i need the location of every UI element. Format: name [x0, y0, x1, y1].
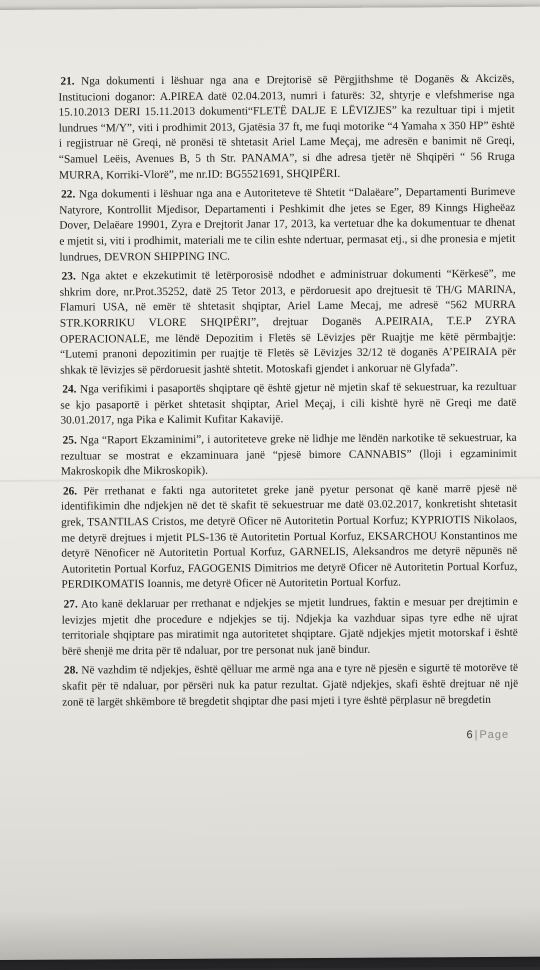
- paragraph-25: 25. Nga “Raport Ekzaminimi”, i autoriteteve greke në lidhje me lëndën narkotike të sekuestruar, ka rezultuar se mostrat e ekzaminuara janë “pjesë bimore CANNABIS” (lloji i egzaminimit Makroskopik dhe Mikroskopik).: [60, 431, 517, 478]
- paragraph-27: 27. Ato kanë deklaruar per rrethanat e ndjekjes se mjetit lundrues, faktin e mesuar per drejtimin e levizjes mjetit dhe procedure e ndjekjes se tij. Ndjekja ka vazhduar sipas tyre edhe në ujrat territoriale shqiptare pas miratimit nga autoritetet shqiptare. Gjatë ndjekjes mjetit motorskaf i është bërë shenjë me drita për të ndaluar, por tre personat nuk janë bindur.: [61, 595, 518, 658]
- document-page: [0, 7, 540, 960]
- document-body: [58, 72, 518, 715]
- paragraph-24: 24. Nga verifikimi i pasaportës shqiptare që është gjetur në mjetin skaf të sekuestruar, ka rezultuar se kjo pasaportë i përket shtetasit shqiptar, Ariel Meçaj, i cili kishtë hyrë në Greqi me datë 30.01.2017, nga Pika e Kalimit Kufitar Kakavijë.: [60, 381, 517, 428]
- page-number: [466, 729, 509, 741]
- page-shadow: [0, 907, 540, 970]
- page-number-separator: |: [474, 729, 478, 742]
- paragraph-22: 22. Nga dokumenti i lëshuar nga ana e Autoriteteve të Shtetit “Dalaëare”, Departamenti Burimeve Natyrore, Kontrollit Mjedisor, Departamenti i Peshkimit dhe jetes se Eger, 89 Kinngs Higheëaz Dover, Delaëare 19901, Zyra e Drejtorit Janar 17, 2013, ka vertetuar dhe ka dokumentuar te dhenat e mjetit si, viti i prodhimit, materiali me te cilin eshte ndertuar, permasat etj., si dhe pronesia e mjetit lundrues, DEVRON SHIPPING INC.: [59, 185, 516, 264]
- paragraph-26: 26. Për rrethanat e fakti nga autoritetet greke janë pyetur personat që kanë marrë pjesë në identifikimin dhe ndjekjen në det të skafit të sekuestruar me datë 03.02.2017, konkretisht shtetasit grek, TSANTILAS Cristos, me detyrë Oficer në Autoritetin Portual Korfuz; KYPRIOTIS Nikolaos, me detyrë drejtues i mjetit PLS-136 të Autoritetin Portual Korfuz, EKSARCHOU Konstantinos me detyrë Nënoficer në Autoritetin Portual Korfuz, GARNELIS, Aleksandros me detyrë nëpunës në Autoritetin Portual Korfuz, FAGOGENIS Dimitrios me detyrë Oficer në Autoritetin Portual Korfuz, PERDIKOMATIS Ioannis, me detyrë Oficer në Autoritetin Portual Korfuz.: [61, 482, 518, 592]
- paragraph-23: 23. Nga aktet e ekzekutimit të letërporosisë ndodhet e administruar dokumenti “Kërkesë”, me shkrim dore, nr.Prot.35252, datë 25 Tetor 2013, e përdoruesit apo drejtuesit të TH/G MARINA, Flamuri USA, në emër të shtetasit shqiptar, Ariel Lame Mecaj, me adresë “562 MURRA STR.KORRIKU VLORE SHQIPËRI”, drejtuar Doganës A.PEIRAIA, T.E.P ZYRA OPERACIONALE, me lëndë Depozitim i Fletës së Lëvizjes për Ruajtje me këtë përmbajtje: “Lutemi pranoni depozitimin per ruajtje të Fletës së Lëvizjes 32/12 të doganës A’PEIRAIA për shkak të lëvizjes së përdoruesit jashtë shtetit. Motoskafi gjendet i ankoruar në Glyfada”.: [59, 267, 517, 377]
- page-number-label: Page: [479, 728, 510, 742]
- paragraph-28: 28. Në vazhdim të ndjekjes, është qëlluar me armë nga ana e tyre në pjesën e sigurtë të motorëve të skafit për të ndaluar, por përsëri nuk ka patur rezultat. Gjatë ndjekjes, skafi është drejtuar në një zonë të largët shkëmbore të bregdetit shqiptar dhe pasi mjeti i tyre është përplasur në bregdetin: [62, 662, 519, 709]
- paragraph-21: 21. Nga dokumenti i lëshuar nga ana e Drejtorisë së Përgjithshme të Doganës & Akcizës, Institucioni doganor: A.PIREA datë 02.04.2013, numri i faturës: 32, shtyrje e vlefshmerise nga 15.10.2013 DERI 15.11.2013 dokumenti“FLETË DALJE E LËVIZJES” ka rezultuar tipi i mjetit lundrues “M/Y”, viti i prodhimit 2013, Gjatësia 37 ft, me fuqi motorike “4 Yamaha x 350 HP” është i regjistruar në Greqi, në pronësi të shtetasit Ariel Lame Meçaj, me adresën e banimit në Greqi, “Samuel Leëis, Avenues B, 5 th Str. PANAMA”, si dhe adresa tjetër në Shqipëri “ 56 Rruga MURRA, Korriki-Vlorë”, me nr.ID: BG5521691, SHQIPËRI.: [58, 72, 515, 182]
- page-number-value: 6: [466, 729, 473, 742]
